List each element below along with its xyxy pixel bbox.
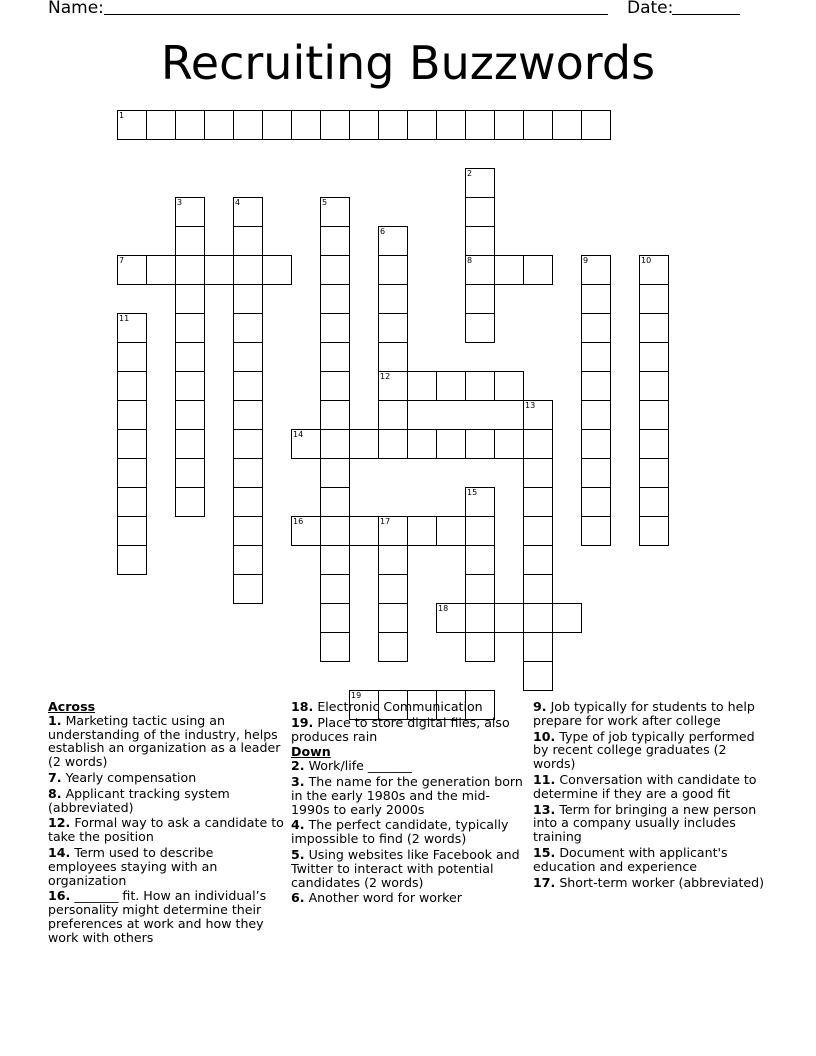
down-clue xyxy=(533,773,765,801)
grid-cell[interactable] xyxy=(233,255,263,285)
grid-cell[interactable] xyxy=(523,661,553,691)
across-clue xyxy=(48,714,284,769)
grid-cell[interactable] xyxy=(378,545,408,575)
grid-cell[interactable] xyxy=(117,371,147,401)
grid-cell[interactable] xyxy=(291,110,321,140)
grid-cell[interactable] xyxy=(175,110,205,140)
cell-number: 19 xyxy=(351,691,362,700)
grid-cell[interactable] xyxy=(378,400,408,430)
grid-cell[interactable] xyxy=(175,284,205,314)
grid-cell[interactable] xyxy=(581,487,611,517)
cell-number: 1 xyxy=(119,111,125,120)
across-clue-text: Formal way to ask a candidate to take the position xyxy=(48,815,284,845)
grid-cell[interactable] xyxy=(320,458,350,488)
across-clue-number: 14. xyxy=(48,844,71,860)
across-clue-text: _______ fit. How an individual’s personality might determine their preferences at work and how they work with others xyxy=(48,888,267,945)
across-clue-text: Electronic Communication xyxy=(313,699,483,714)
grid-cell[interactable] xyxy=(465,110,495,140)
grid-cell[interactable] xyxy=(233,516,263,546)
grid-cell[interactable] xyxy=(465,574,495,604)
grid-cell[interactable] xyxy=(320,429,350,459)
grid-cell[interactable] xyxy=(175,313,205,343)
grid-cell[interactable] xyxy=(639,342,669,372)
grid-cell[interactable] xyxy=(320,516,350,546)
cell-number: 10 xyxy=(641,256,652,265)
cell-number: 3 xyxy=(177,198,183,207)
down-clue-text: Document with applicant's education and experience xyxy=(533,844,728,874)
down-clue-list-1 xyxy=(291,759,523,905)
grid-cell[interactable] xyxy=(407,429,437,459)
down-clue xyxy=(291,891,523,905)
down-clue xyxy=(533,700,765,728)
across-clue-number: 18. xyxy=(291,699,314,714)
grid-cell[interactable] xyxy=(639,313,669,343)
grid-cell[interactable] xyxy=(639,284,669,314)
down-clue-number: 2. xyxy=(291,758,305,774)
grid-cell[interactable] xyxy=(233,400,263,430)
grid-cell[interactable] xyxy=(378,342,408,372)
grid-cell[interactable] xyxy=(233,284,263,314)
grid-cell[interactable] xyxy=(117,110,147,140)
grid-cell[interactable] xyxy=(117,458,147,488)
grid-cell[interactable] xyxy=(523,516,553,546)
grid-cell[interactable] xyxy=(117,342,147,372)
grid-cell[interactable] xyxy=(639,371,669,401)
grid-cell[interactable] xyxy=(523,574,553,604)
grid-cell[interactable] xyxy=(349,110,379,140)
across-heading: Across xyxy=(48,699,96,714)
cell-number: 11 xyxy=(119,314,130,323)
grid-cell[interactable] xyxy=(465,487,495,517)
grid-cell[interactable] xyxy=(320,313,350,343)
down-clue-number: 17. xyxy=(533,874,556,890)
grid-cell[interactable] xyxy=(320,574,350,604)
grid-cell[interactable] xyxy=(581,371,611,401)
grid-cell[interactable] xyxy=(465,313,495,343)
across-clue xyxy=(291,716,523,744)
grid-cell[interactable] xyxy=(494,255,524,285)
across-clue xyxy=(48,846,284,887)
name-label: Name: xyxy=(48,0,104,18)
down-clue-text: Conversation with candidate to determine if they are a good fit xyxy=(533,771,757,801)
grid-cell[interactable] xyxy=(378,603,408,633)
grid-cell[interactable] xyxy=(407,110,437,140)
grid-cell[interactable] xyxy=(494,371,524,401)
grid-cell[interactable] xyxy=(465,197,495,227)
grid-cell[interactable] xyxy=(378,313,408,343)
grid-cell[interactable] xyxy=(320,342,350,372)
grid-cell[interactable] xyxy=(581,342,611,372)
grid-cell[interactable] xyxy=(581,313,611,343)
cell-number: 15 xyxy=(467,488,478,497)
grid-cell[interactable] xyxy=(378,574,408,604)
grid-cell[interactable] xyxy=(378,371,408,401)
cell-number: 8 xyxy=(467,256,473,265)
grid-cell[interactable] xyxy=(523,458,553,488)
grid-cell[interactable] xyxy=(639,429,669,459)
grid-cell[interactable] xyxy=(233,342,263,372)
down-heading: Down xyxy=(291,744,331,760)
grid-cell[interactable] xyxy=(175,458,205,488)
grid-cell[interactable] xyxy=(117,313,147,343)
grid-cell[interactable] xyxy=(378,284,408,314)
grid-cell[interactable] xyxy=(465,371,495,401)
page-title: Recruiting Buzzwords xyxy=(160,36,656,90)
grid-cell[interactable] xyxy=(639,516,669,546)
cell-number: 7 xyxy=(119,256,125,265)
grid-cell[interactable] xyxy=(117,429,147,459)
grid-cell[interactable] xyxy=(639,487,669,517)
grid-cell[interactable] xyxy=(581,284,611,314)
cell-number: 2 xyxy=(467,169,473,178)
down-clue-text: Term for bringing a new person into a company usually includes training xyxy=(533,801,757,845)
grid-cell[interactable] xyxy=(291,516,321,546)
across-clue-number: 19. xyxy=(291,714,314,730)
grid-cell[interactable] xyxy=(233,574,263,604)
across-clue xyxy=(291,700,523,714)
grid-cell[interactable] xyxy=(117,545,147,575)
cell-number: 9 xyxy=(583,256,589,265)
grid-cell[interactable] xyxy=(117,487,147,517)
grid-cell[interactable] xyxy=(233,487,263,517)
grid-cell[interactable] xyxy=(320,226,350,256)
across-clue-text: Place to store digital files, also produces rain xyxy=(291,714,510,744)
grid-cell[interactable] xyxy=(523,487,553,517)
grid-cell[interactable] xyxy=(233,371,263,401)
across-clue-text: Applicant tracking system (abbreviated) xyxy=(48,785,230,815)
down-clue xyxy=(291,818,523,846)
cell-number: 4 xyxy=(235,198,241,207)
grid-cell[interactable] xyxy=(436,429,466,459)
down-clue-text: Type of job typically performed by recent college graduates (2 words) xyxy=(533,728,755,772)
grid-cell[interactable] xyxy=(639,400,669,430)
grid-cell[interactable] xyxy=(465,516,495,546)
grid-cell[interactable] xyxy=(117,255,147,285)
grid-cell[interactable] xyxy=(639,255,669,285)
across-clue-text: Yearly compensation xyxy=(61,769,197,785)
grid-cell[interactable] xyxy=(233,429,263,459)
grid-cell[interactable] xyxy=(465,603,495,633)
grid-cell[interactable] xyxy=(378,226,408,256)
grid-cell[interactable] xyxy=(465,429,495,459)
across-clue xyxy=(48,816,284,844)
grid-cell[interactable] xyxy=(320,197,350,227)
date-label: Date: xyxy=(627,0,674,18)
across-clue-number: 8. xyxy=(48,785,62,801)
grid-cell[interactable] xyxy=(320,371,350,401)
grid-cell[interactable] xyxy=(204,110,234,140)
grid-cell[interactable] xyxy=(436,371,466,401)
down-clue-number: 13. xyxy=(533,801,556,817)
grid-cell[interactable] xyxy=(175,226,205,256)
down-clue-number: 5. xyxy=(291,846,305,862)
grid-cell[interactable] xyxy=(320,632,350,662)
grid-cell[interactable] xyxy=(233,458,263,488)
grid-cell[interactable] xyxy=(523,545,553,575)
clues-column-3 xyxy=(533,700,765,891)
grid-cell[interactable] xyxy=(233,545,263,575)
across-clue xyxy=(48,771,284,785)
down-clue-text: Short-term worker (abbreviated) xyxy=(555,874,765,890)
grid-cell[interactable] xyxy=(581,516,611,546)
down-clue xyxy=(533,846,765,874)
grid-cell[interactable] xyxy=(378,632,408,662)
grid-cell[interactable] xyxy=(320,603,350,633)
grid-cell[interactable] xyxy=(175,400,205,430)
cell-number: 14 xyxy=(293,430,304,439)
grid-cell[interactable] xyxy=(378,255,408,285)
grid-cell[interactable] xyxy=(523,255,553,285)
grid-cell[interactable] xyxy=(523,110,553,140)
grid-cell[interactable] xyxy=(320,255,350,285)
grid-cell[interactable] xyxy=(465,168,495,198)
grid-cell[interactable] xyxy=(378,429,408,459)
cell-number: 17 xyxy=(380,517,391,526)
grid-cell[interactable] xyxy=(581,110,611,140)
down-clue xyxy=(291,759,523,773)
grid-cell[interactable] xyxy=(320,284,350,314)
cell-number: 16 xyxy=(293,517,304,526)
grid-cell[interactable] xyxy=(320,545,350,575)
grid-cell[interactable] xyxy=(465,255,495,285)
grid-cell[interactable] xyxy=(552,603,582,633)
down-clue-number: 6. xyxy=(291,890,305,906)
grid-cell[interactable] xyxy=(349,429,379,459)
clues-column-1 xyxy=(48,700,284,947)
grid-cell[interactable] xyxy=(581,400,611,430)
across-clue-number: 7. xyxy=(48,769,62,785)
grid-cell[interactable] xyxy=(175,197,205,227)
grid-cell[interactable] xyxy=(233,226,263,256)
down-clue-text: Work/life _______ xyxy=(304,758,412,774)
down-clue xyxy=(291,848,523,889)
across-clue-number: 16. xyxy=(48,888,71,904)
down-clue-text: The name for the generation born in the early 1980s and the mid-1990s to early 2000s xyxy=(291,773,523,817)
grid-cell[interactable] xyxy=(581,458,611,488)
down-clue xyxy=(291,775,523,816)
down-clue-text: Using websites like Facebook and Twitter to interact with potential candidates (2 words) xyxy=(291,846,520,890)
grid-cell[interactable] xyxy=(291,429,321,459)
grid-cell[interactable] xyxy=(436,603,466,633)
grid-cell[interactable] xyxy=(494,429,524,459)
grid-cell[interactable] xyxy=(407,371,437,401)
grid-cell[interactable] xyxy=(494,603,524,633)
grid-cell[interactable] xyxy=(523,429,553,459)
cell-number: 5 xyxy=(322,198,328,207)
grid-cell[interactable] xyxy=(175,342,205,372)
down-clue-number: 11. xyxy=(533,771,556,787)
grid-cell[interactable] xyxy=(436,110,466,140)
grid-cell[interactable] xyxy=(146,255,176,285)
down-clue-list-2 xyxy=(533,700,765,889)
grid-cell[interactable] xyxy=(552,110,582,140)
grid-cell[interactable] xyxy=(175,371,205,401)
grid-cell[interactable] xyxy=(436,516,466,546)
across-clue-text: Marketing tactic using an understanding of the industry, helps establish an organization as a leader (2 words) xyxy=(48,712,281,770)
grid-cell[interactable] xyxy=(581,429,611,459)
grid-cell[interactable] xyxy=(233,110,263,140)
grid-cell[interactable] xyxy=(465,545,495,575)
grid-cell[interactable] xyxy=(581,255,611,285)
grid-cell[interactable] xyxy=(233,197,263,227)
grid-cell[interactable] xyxy=(378,110,408,140)
grid-cell[interactable] xyxy=(465,226,495,256)
cell-number: 18 xyxy=(438,604,449,613)
down-clue-text: The perfect candidate, typically impossible to find (2 words) xyxy=(291,817,509,847)
grid-cell[interactable] xyxy=(262,255,292,285)
cell-number: 6 xyxy=(380,227,386,236)
grid-cell[interactable] xyxy=(117,516,147,546)
down-clue-text: Job typically for students to help prepare for work after college xyxy=(533,699,755,728)
grid-cell[interactable] xyxy=(639,458,669,488)
grid-cell[interactable] xyxy=(523,400,553,430)
grid-cell[interactable] xyxy=(465,632,495,662)
down-clue-number: 3. xyxy=(291,773,305,789)
across-clue xyxy=(48,787,284,815)
down-clue-number: 4. xyxy=(291,817,305,833)
down-clue-text: Another word for worker xyxy=(304,890,462,906)
down-clue xyxy=(533,730,765,771)
clues-column-2 xyxy=(291,700,523,907)
across-clue-number: 1. xyxy=(48,712,62,728)
across-clue-list-2 xyxy=(291,700,523,743)
grid-cell[interactable] xyxy=(494,110,524,140)
across-clue-number: 12. xyxy=(48,815,71,831)
grid-cell[interactable] xyxy=(175,429,205,459)
grid-cell[interactable] xyxy=(204,255,234,285)
grid-cell[interactable] xyxy=(175,487,205,517)
down-clue-number: 9. xyxy=(533,699,547,714)
grid-cell[interactable] xyxy=(407,516,437,546)
down-clue-number: 10. xyxy=(533,728,556,744)
grid-cell[interactable] xyxy=(146,110,176,140)
grid-cell[interactable] xyxy=(320,110,350,140)
grid-cell[interactable] xyxy=(465,284,495,314)
grid-cell[interactable] xyxy=(175,255,205,285)
across-clue-text: Term used to describe employees staying with an organization xyxy=(48,844,218,888)
grid-cell[interactable] xyxy=(523,632,553,662)
grid-cell[interactable] xyxy=(320,400,350,430)
cell-number: 12 xyxy=(380,372,391,381)
grid-cell[interactable] xyxy=(523,603,553,633)
grid-cell[interactable] xyxy=(233,313,263,343)
down-clue xyxy=(533,803,765,844)
grid-cell[interactable] xyxy=(378,516,408,546)
cell-number: 13 xyxy=(525,401,536,410)
down-clue-number: 15. xyxy=(533,844,556,860)
grid-cell[interactable] xyxy=(117,400,147,430)
down-clue xyxy=(533,876,765,890)
across-clue-list-1 xyxy=(48,714,284,945)
grid-cell[interactable] xyxy=(320,487,350,517)
grid-cell[interactable] xyxy=(349,516,379,546)
across-clue xyxy=(48,889,284,944)
grid-cell[interactable] xyxy=(262,110,292,140)
